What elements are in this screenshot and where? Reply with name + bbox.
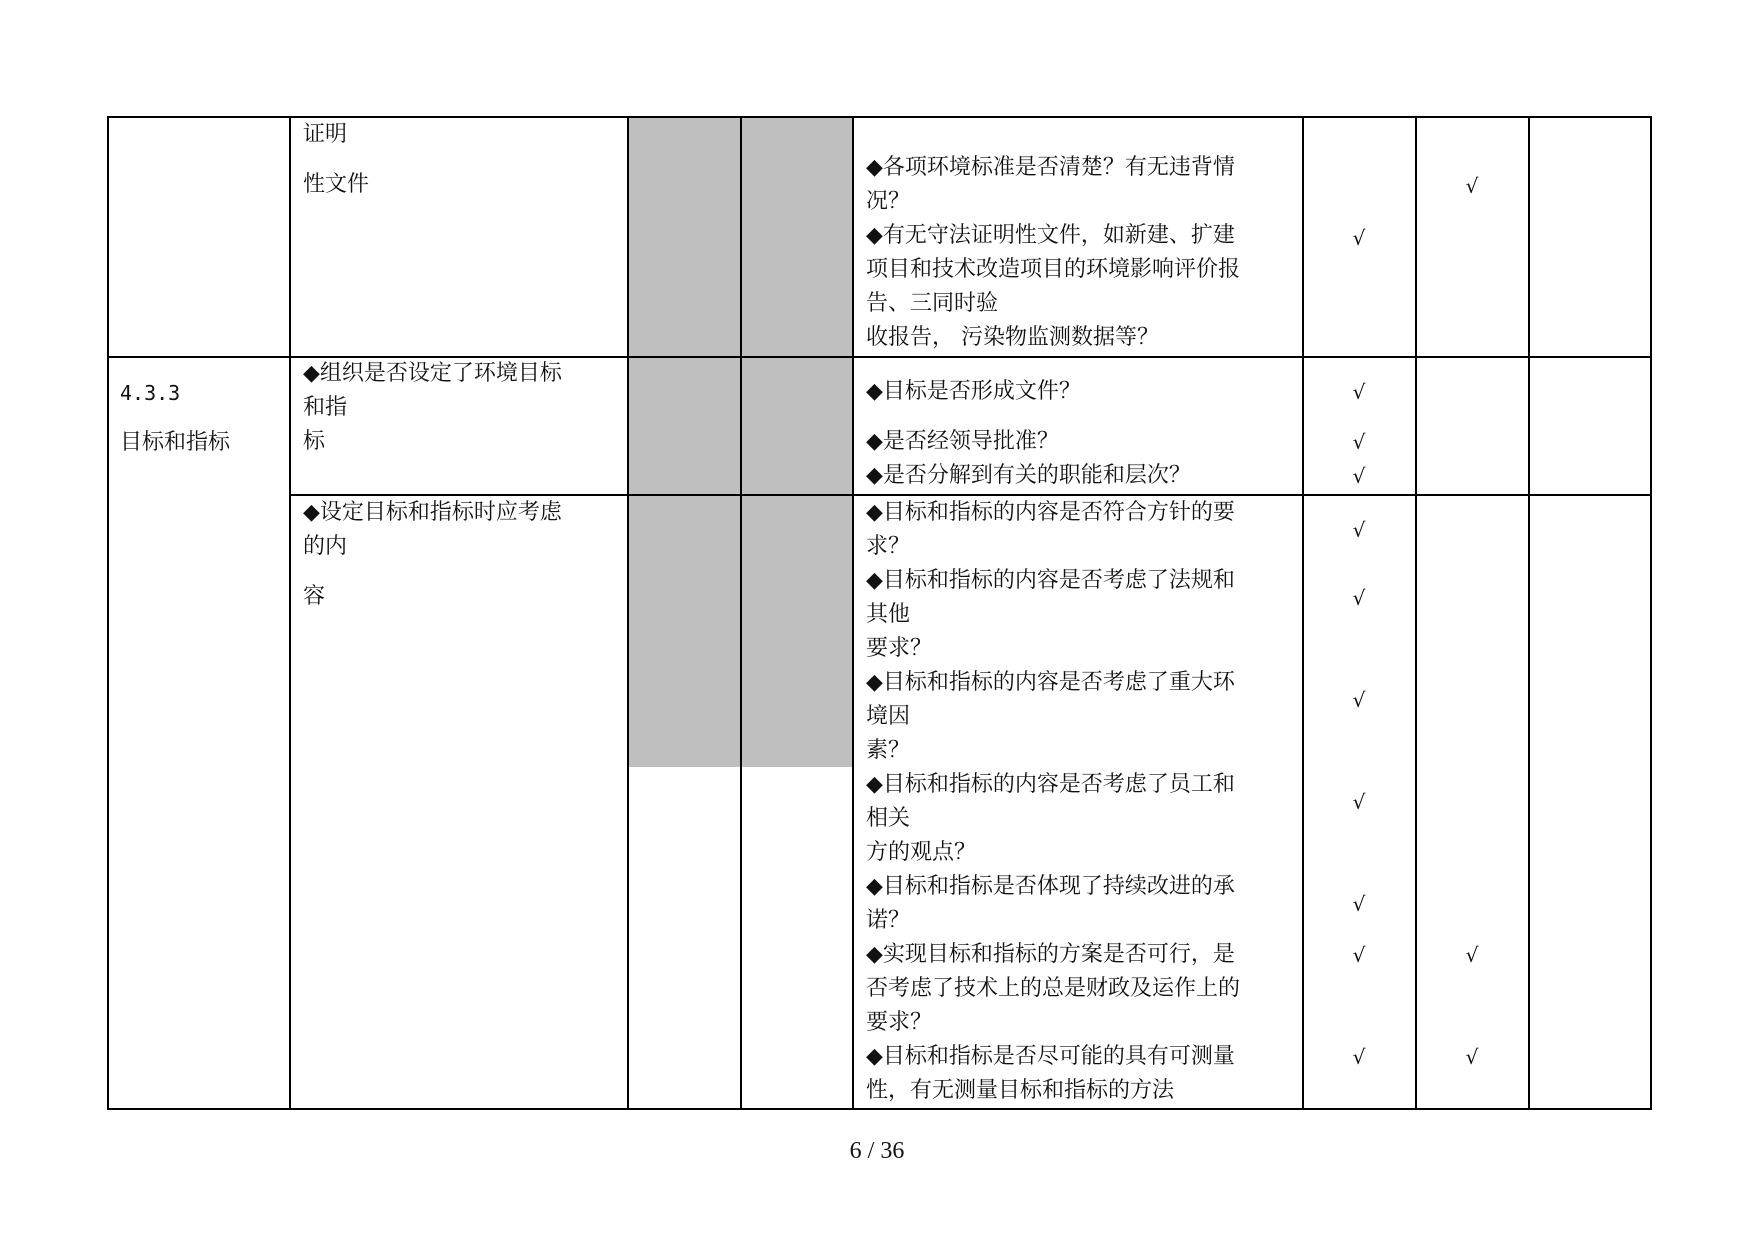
check-mark: √ [1352, 1045, 1366, 1069]
column-divider [1650, 116, 1652, 1110]
check-mark: √ [1352, 892, 1366, 916]
check-item-text: ◆各项环境标准是否清楚？有无违背情 [866, 155, 1235, 180]
check-mark: √ [1352, 518, 1366, 542]
check-item-text: ◆有无守法证明性文件，如新建、扩建 [866, 223, 1235, 248]
check-mark: √ [1352, 688, 1366, 712]
check-item-text: 否考虑了技术上的总是财政及运作上的 [866, 976, 1241, 1001]
cell-text: 和指 [303, 395, 348, 420]
check-item-text: 境因 [866, 704, 911, 729]
check-item-text: 收报告， 污染物监测数据等？ [866, 325, 1159, 350]
check-mark: √ [1352, 464, 1366, 488]
check-item-text: ◆目标和指标是否体现了持续改进的承 [866, 874, 1235, 899]
column-divider [627, 116, 629, 1110]
cell-text: ◆组织是否设定了环境目标 [303, 361, 562, 386]
check-item-text: ◆实现目标和指标的方案是否可行，是 [866, 942, 1235, 967]
column-divider [852, 116, 854, 1110]
check-item-text: 相关 [866, 806, 911, 831]
column-divider [289, 116, 291, 1110]
check-item-text: 告、三同时验 [866, 291, 999, 316]
cell-text: 证明 [303, 122, 348, 147]
check-mark: √ [1352, 943, 1366, 967]
cell-text: ◆设定目标和指标时应考虑 [303, 500, 562, 525]
check-item-text: 素？ [866, 738, 911, 763]
check-item-text: ◆是否分解到有关的职能和层次？ [866, 463, 1191, 488]
cell-text: 容 [303, 584, 326, 609]
check-mark: √ [1465, 174, 1479, 198]
check-item-text: ◆目标和指标是否尽可能的具有可测量 [866, 1044, 1235, 1069]
check-item-text: 方的观点？ [866, 840, 977, 865]
check-item-text: ◆目标和指标的内容是否考虑了重大环 [866, 670, 1235, 695]
column-divider [107, 116, 109, 1110]
check-item-text: 况？ [866, 189, 911, 214]
check-mark: √ [1352, 790, 1366, 814]
cell-text: 的内 [303, 534, 348, 559]
check-item-text: ◆目标和指标的内容是否考虑了员工和 [866, 772, 1235, 797]
column-divider [1302, 116, 1304, 1110]
shaded-cell [742, 118, 852, 767]
column-divider [740, 116, 742, 1110]
check-item-text: 其他 [866, 602, 911, 627]
check-item-text: ◆目标是否形成文件？ [866, 379, 1081, 404]
cell-text: 标 [303, 429, 326, 454]
clause-title: 目标和指标 [120, 430, 231, 455]
check-mark: √ [1352, 380, 1366, 404]
check-item-text: 性，有无测量目标和指标的方法 [866, 1078, 1175, 1103]
check-item-text: 要求？ [866, 1010, 933, 1035]
check-mark: √ [1352, 226, 1366, 250]
cell-text: 性文件 [303, 172, 370, 197]
check-item-text: ◆目标和指标的内容是否符合方针的要 [866, 500, 1235, 525]
check-item-text: 项目和技术改造项目的环境影响评价报 [866, 257, 1241, 282]
check-mark: √ [1465, 1045, 1479, 1069]
column-divider [1415, 116, 1417, 1110]
check-mark: √ [1352, 430, 1366, 454]
table-border-bottom [107, 1108, 1652, 1110]
check-item-text: 求？ [866, 534, 911, 559]
clause-number: 4.3.3 [120, 381, 181, 405]
check-item-text: 诺？ [866, 908, 911, 933]
check-mark: √ [1352, 586, 1366, 610]
check-item-text: ◆目标和指标的内容是否考虑了法规和 [866, 568, 1235, 593]
page-number: 6 / 36 [849, 1138, 905, 1164]
check-item-text: ◆是否经领导批准？ [866, 429, 1059, 454]
shaded-cell [629, 118, 741, 767]
check-item-text: 要求？ [866, 636, 933, 661]
column-divider [1528, 116, 1530, 1110]
check-mark: √ [1465, 943, 1479, 967]
